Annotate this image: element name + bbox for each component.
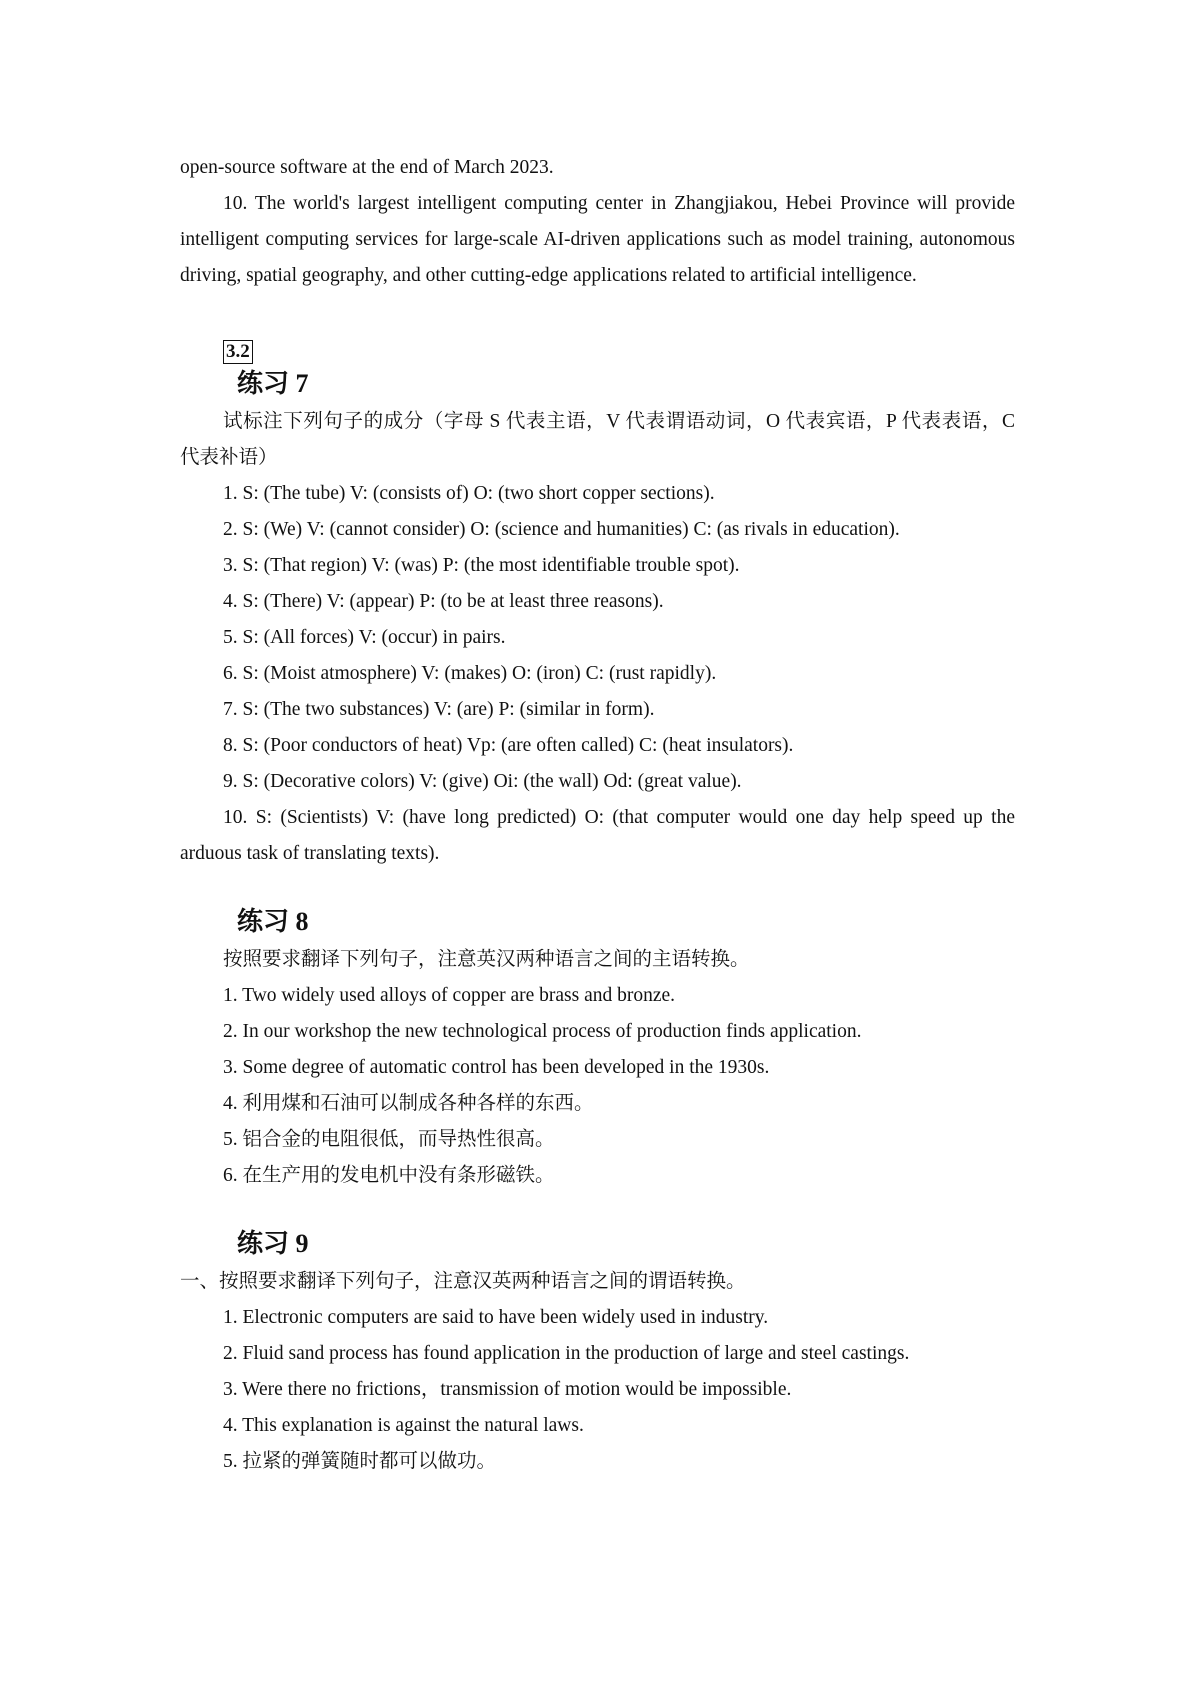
exercise-8-instruction: 按照要求翻译下列句子，注意英汉两种语言之间的主语转换。 xyxy=(223,949,750,970)
exercise-7-item: 9. S: (Decorative colors) V: (give) Oi: (the wall) Od: (great value). xyxy=(223,771,742,792)
exercise-7-item: 8. S: (Poor conductors of heat) Vp: (are often called) C: (heat insulators). xyxy=(223,735,794,756)
intro-item-10: 10. The world's largest intelligent computing center in Zhangjiakou, Hebei Province will provide intelligent computing services for large-scale AI-driven applications such as model training, autonomous driving, spatial geography, and other cutting-edge applications related to artificial intelligence. xyxy=(180,193,1015,286)
exercise-7-item: 2. S: (We) V: (cannot consider) O: (science and humanities) C: (as rivals in education). xyxy=(223,519,900,540)
exercise-7-item: 6. S: (Moist atmosphere) V: (makes) O: (iron) C: (rust rapidly). xyxy=(223,663,717,684)
exercise-8-item: 1. Two widely used alloys of copper are brass and bronze. xyxy=(223,985,676,1006)
document-page xyxy=(180,150,1015,1480)
exercise-7-item: 1. S: (The tube) V: (consists of) O: (two short copper sections). xyxy=(223,483,715,504)
exercise-9-instruction: 一、按照要求翻译下列句子，注意汉英两种语言之间的谓语转换。 xyxy=(180,1271,746,1292)
exercise-7-title: 练习 7 xyxy=(237,369,309,398)
exercise-7-instruction: 试标注下列句子的成分（字母 S 代表主语，V 代表谓语动词，O 代表宾语，P 代表表语，C 代表补语） xyxy=(180,411,1015,468)
exercise-9-item: 3. Were there no frictions，transmission of motion would be impossible. xyxy=(223,1379,792,1400)
spacer xyxy=(180,294,1015,336)
exercise-8-item: 4. 利用煤和石油可以制成各种各样的东西。 xyxy=(223,1093,594,1114)
exercise-9-item: 4. This explanation is against the natural laws. xyxy=(223,1415,584,1436)
exercise-8-item: 6. 在生产用的发电机中没有条形磁铁。 xyxy=(223,1165,555,1186)
exercise-8-item: 2. In our workshop the new technological process of production finds application. xyxy=(223,1021,862,1042)
exercise-8-item: 3. Some degree of automatic control has been developed in the 1930s. xyxy=(223,1057,770,1078)
exercise-9-title: 练习 9 xyxy=(237,1229,309,1258)
section-tag-wrapper xyxy=(180,336,1015,364)
exercise-7-item: 7. S: (The two substances) V: (are) P: (similar in form). xyxy=(223,699,655,720)
exercise-8-title: 练习 8 xyxy=(237,907,309,936)
intro-continuation: open-source software at the end of March 2023. xyxy=(180,157,554,178)
section-tag: 3.2 xyxy=(223,340,253,364)
spacer xyxy=(180,872,1015,902)
exercise-7-item: 5. S: (All forces) V: (occur) in pairs. xyxy=(223,627,506,648)
exercise-9-item: 5. 拉紧的弹簧随时都可以做功。 xyxy=(223,1451,497,1472)
exercise-9-item: 2. Fluid sand process has found application in the production of large and steel castings. xyxy=(223,1343,910,1364)
exercise-8-item: 5. 铝合金的电阻很低，而导热性很高。 xyxy=(223,1129,555,1150)
exercise-7-item-10: 10. S: (Scientists) V: (have long predicted) O: (that computer would one day help speed up the arduous task of translating texts). xyxy=(180,807,1015,864)
exercise-7-item: 3. S: (That region) V: (was) P: (the most identifiable trouble spot). xyxy=(223,555,740,576)
spacer xyxy=(180,1194,1015,1224)
exercise-7-item: 4. S: (There) V: (appear) P: (to be at least three reasons). xyxy=(223,591,664,612)
exercise-9-item: 1. Electronic computers are said to have been widely used in industry. xyxy=(223,1307,769,1328)
